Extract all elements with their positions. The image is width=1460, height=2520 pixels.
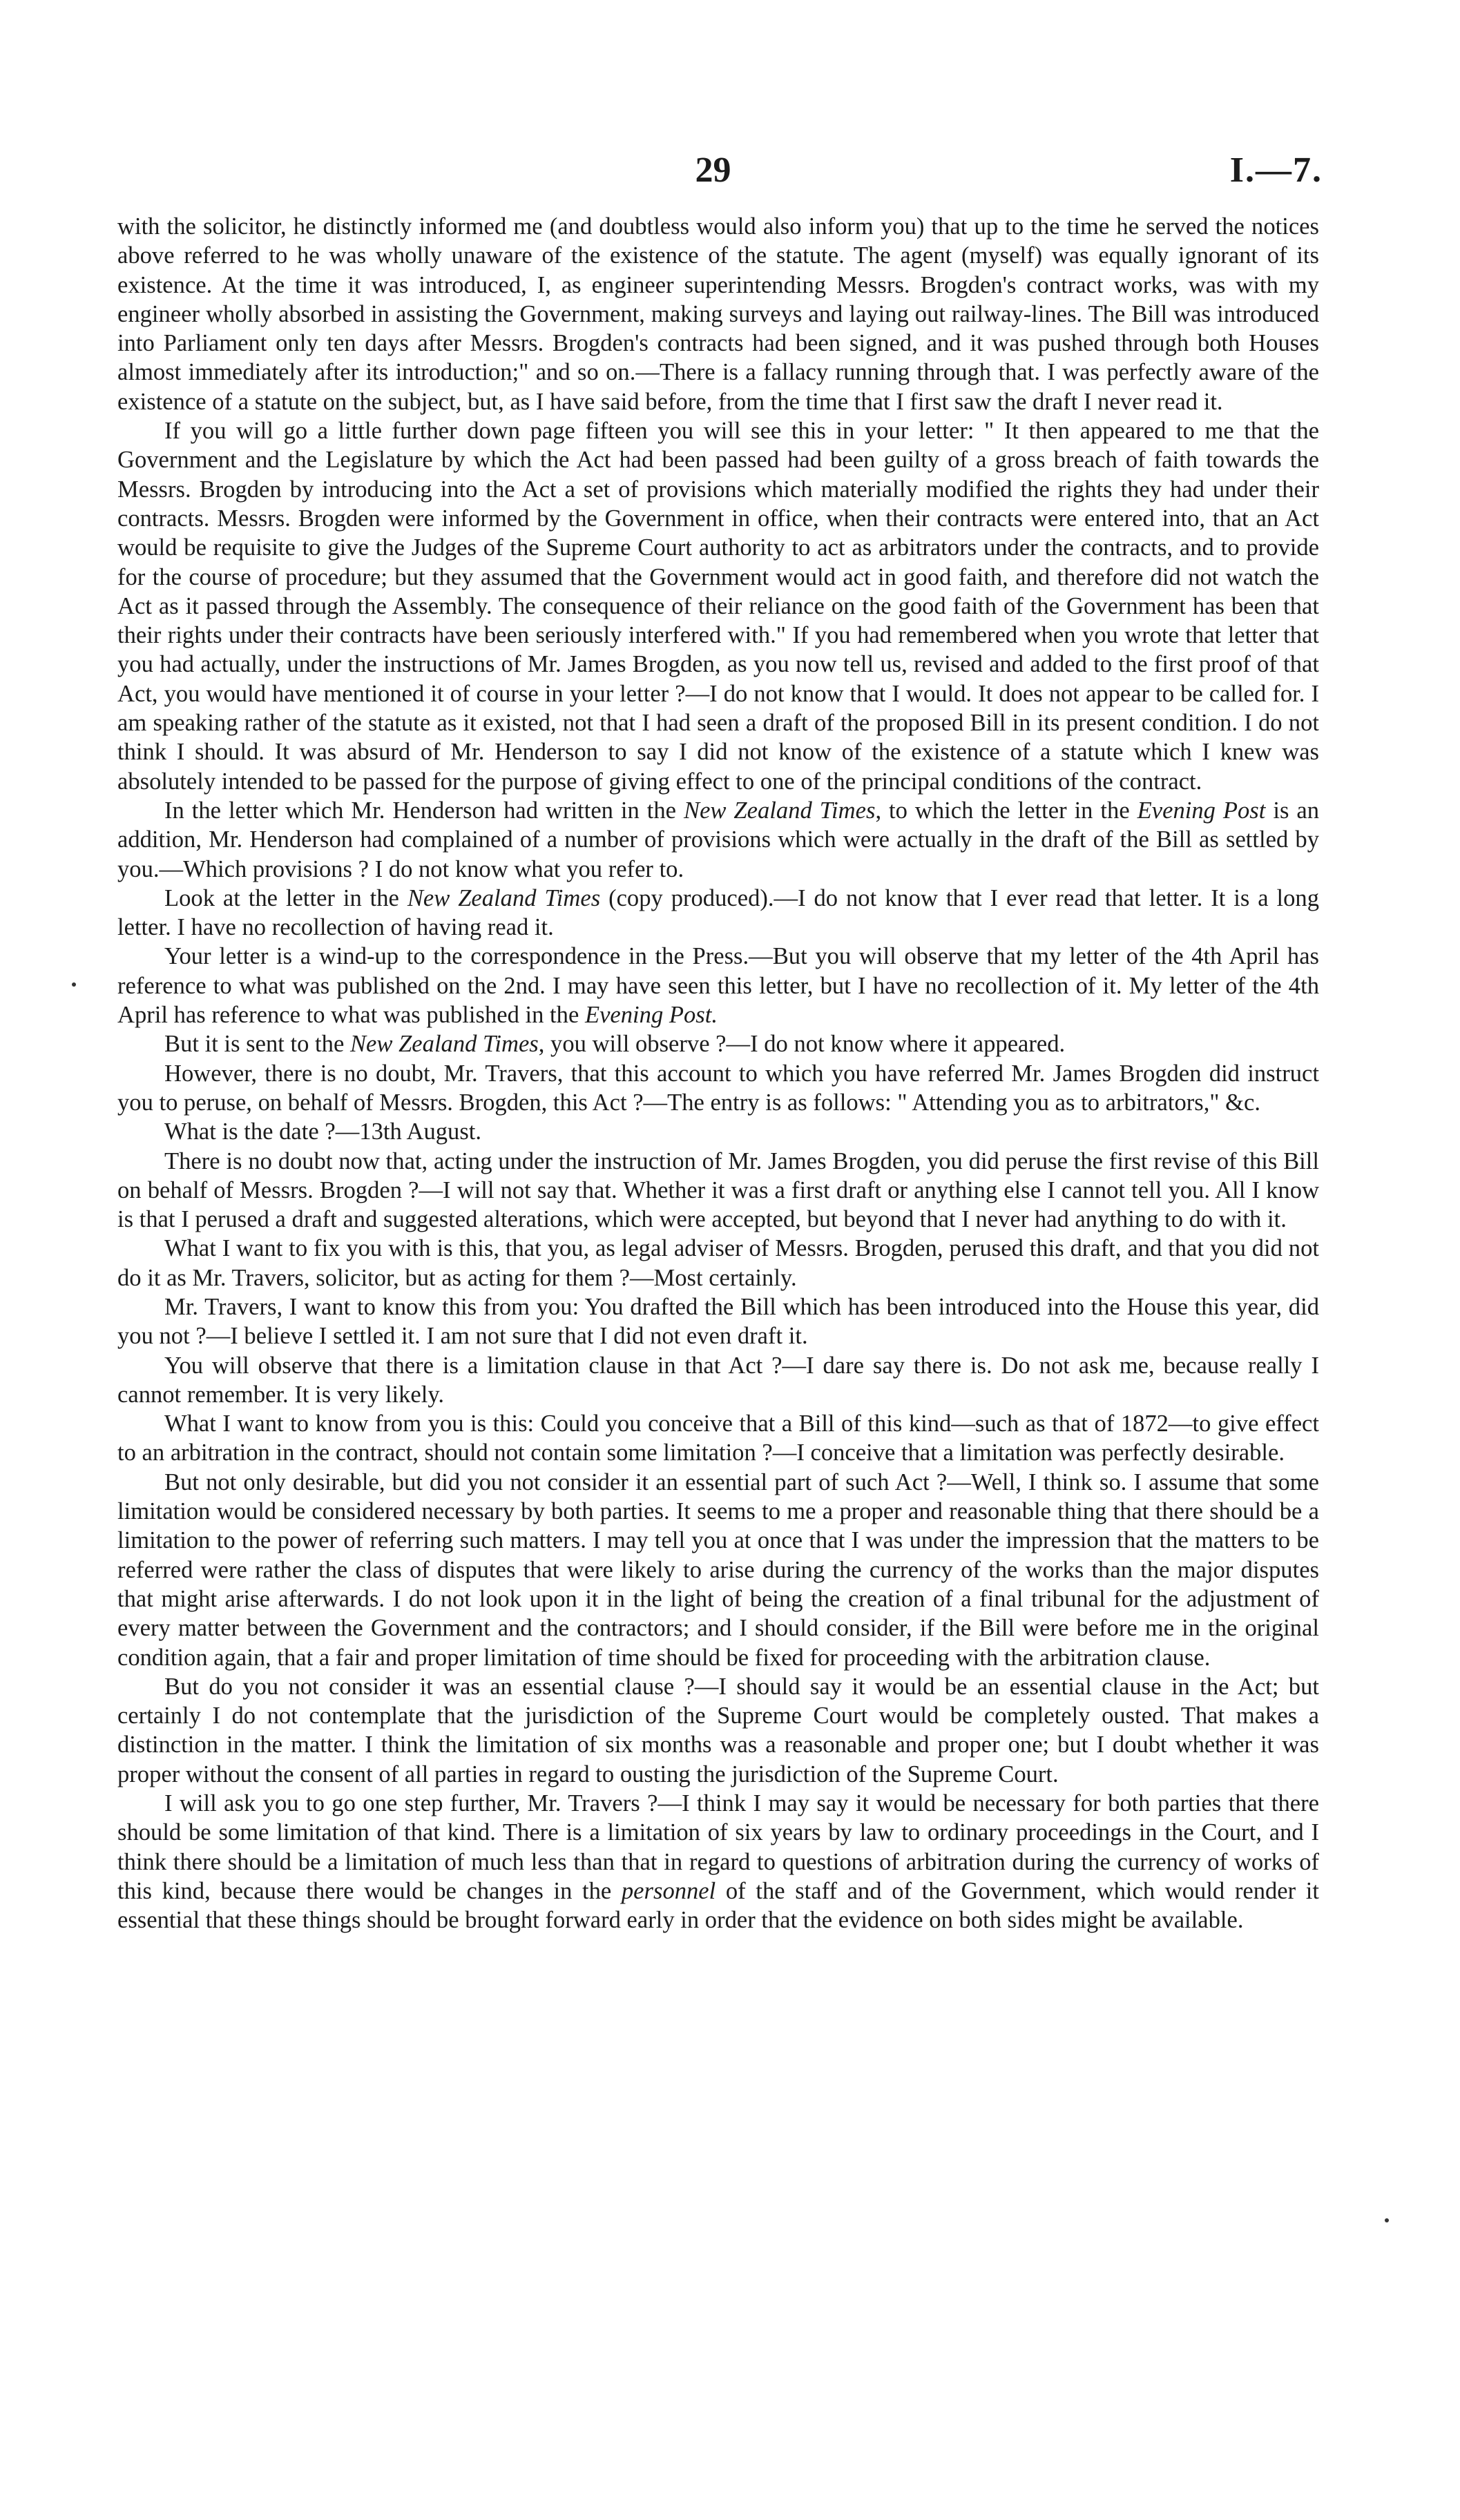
text-segment: There is no doubt now that, acting under the instruction of Mr. James Brogden, you did peruse the first revise of this Bill on behalf of Messrs. Brogden ?—I will not say that. Whether it was a first draft or anything else I cannot tell you. All I know is that I perused a draft and suggested alterations, which were accepted, but beyond that I never had anything to do with it.: [117, 1147, 1319, 1233]
paragraph: [117, 1789, 1319, 1935]
paragraph: [117, 1292, 1319, 1351]
document-reference: I.—7.: [1229, 151, 1323, 190]
page-number: 29: [695, 151, 731, 190]
italic-text: New Zealand Times: [407, 884, 601, 911]
page-header: [104, 146, 1323, 195]
text-segment: Look at the letter in the: [164, 884, 407, 911]
text-segment: If you will go a little further down page fifteen you will see this in your letter: " It then appeared to me that the Government and the Legislature by which the Act had been passed had been guilty of a gross breach of faith towards the Messrs. Brogden by introducing into the Act a set of provisions which materially modified the rights they had under their contracts. Messrs. Brogden were informed by the Government in office, when their contracts were entered into, that an Act would be requisite to give the Judges of the Supreme Court authority to act as arbitrators under the contracts, and to provide for the course of procedure; but they assumed that the Government would act in good faith, and therefore did not watch the Act as it passed through the Assembly. The consequence of their reliance on the good faith of the Government has been that their rights under their contracts have been seriously interfered with." If you had remembered when you wrote that letter that you had actually, under the instructions of Mr. James Brogden, as you now tell us, revised and added to the first proof of that Act, you would have mentioned it of course in your letter ?—I do not know that I would. It does not appear to be called for. I am speaking rather of the statute as it existed, not that I had seen a draft of the proposed Bill in its present condition. I do not think I should. It was absurd of Mr. Henderson to say I did not know of the existence of a statute which I knew was absolutely intended to be passed for the purpose of giving effect to one of the principal conditions of the contract.: [117, 418, 1319, 795]
text-segment: However, there is no doubt, Mr. Travers, that this account to which you have referred Mr. James Brogden did instruct you to peruse, on behalf of Messrs. Brogden, this Act ?—The entry is as follows: " Attending you as to arbitrators," &c.: [117, 1060, 1319, 1116]
paragraph: [117, 1468, 1319, 1672]
text-segment: , to which the letter in the: [875, 797, 1137, 824]
text-segment: In the letter which Mr. Henderson had written in the: [164, 797, 684, 824]
paragraph: [117, 1117, 1319, 1146]
text-segment: But it is sent to the: [164, 1031, 350, 1058]
text-segment: , you will observe ?—I do not know where it appeared.: [538, 1031, 1066, 1058]
text-segment: What I want to fix you with is this, that you, as legal adviser of Messrs. Brogden, perused this draft, and that you did not do it as Mr. Travers, solicitor, but as acting for them ?—Most certainly.: [117, 1235, 1319, 1291]
text-segment: (copy produced).—I do not know that I ever read that letter. It is a long letter. I have no recollection of having read it.: [117, 884, 1319, 941]
paragraph: [117, 1672, 1319, 1789]
text-segment: Your letter is a wind-up to the correspondence in the Press.—But you will observe that my letter of the 4th April has reference to what was published on the 2nd. I may have seen this letter, but I have no recollection of it. My letter of the 4th April has reference to what was published in the: [117, 943, 1319, 1029]
italic-text: Evening Post.: [584, 1002, 718, 1029]
text-segment: You will observe that there is a limitation clause in that Act ?—I dare say there is. Do not ask me, because really I cannot remember. It is very likely.: [117, 1352, 1319, 1408]
paragraph: [117, 416, 1319, 796]
text-segment: Mr. Travers, I want to know this from you: You drafted the Bill which has been introduced into the House this year, did you not ?—I believe I settled it. I am not sure that I did not even draft it.: [117, 1293, 1319, 1350]
text-segment: But not only desirable, but did you not consider it an essential part of such Act ?—Well, I think so. I assume that some limitation would be considered necessary by both parties. It seems to me a proper and reasonable thing that there should be a limitation to the power of referring such matters. I may tell you at once that I was under the impression that the matters to be referred were rather the class of disputes that were likely to arise during the currency of the works than the major disputes that might arise afterwards. I do not look upon it in the light of being the creation of a final tribunal for the adjustment of every matter between the Government and the contractors; and I should consider, if the Bill were before me in the original condition again, that a fair and proper limitation of time should be fixed for proceeding with the arbitration clause.: [117, 1469, 1319, 1671]
text-segment: is an addition, Mr. Henderson had complained of a number of provisions which were actually in the draft of the Bill as settled by you.—Which provisions ? I do not know what you refer to.: [117, 797, 1319, 882]
italic-text: Evening Post: [1137, 797, 1266, 824]
paragraph: [117, 1234, 1319, 1292]
italic-text: New Zealand Times: [684, 797, 876, 824]
paragraph: [117, 796, 1319, 884]
italic-text: New Zealand Times: [349, 1031, 539, 1058]
body-text: [117, 212, 1319, 1935]
text-segment: I will ask you to go one step further, Mr. Travers ?—I think I may say it would be necessary for both parties that there should be some limitation of that kind. There is a limitation of six years by law to ordinary proceedings in the Court, and I think there should be a limitation of much less than that in regard to questions of arbitration during the currency of works of this kind, because there would be changes in the: [117, 1790, 1319, 1904]
paragraph: [117, 1029, 1319, 1058]
margin-mark: [1385, 2218, 1389, 2222]
margin-mark: [72, 982, 76, 987]
paragraph: [117, 884, 1319, 942]
paragraph: [117, 1351, 1319, 1410]
paragraph: [117, 1059, 1319, 1118]
paragraph: [117, 942, 1319, 1029]
text-segment: with the solicitor, he distinctly informed me (and doubtless would also inform you) that up to the time he served the notices above referred to he was wholly unaware of the existence of the statute. The agent (myself) was equally ignorant of its existence. At the time it was introduced, I, as engineer superintending Messrs. Brogden's contract works, was with my engineer wholly absorbed in assisting the Government, making surveys and laying out railway-lines. The Bill was introduced into Parliament only ten days after Messrs. Brogden's contracts had been signed, and it was pushed through both Houses almost immediately after its introduction;" and so on.—There is a fallacy running through that. I was perfectly aware of the existence of a statute on the subject, but, as I have said before, from the time that I first saw the draft I never read it.: [117, 213, 1319, 415]
italic-text: personnel: [621, 1877, 716, 1904]
text-segment: What I want to know from you is this: Could you conceive that a Bill of this kind—such as that of 1872—to give effect to an arbitration in the contract, should not contain some limitation ?—I conceive that a limitation was perfectly desirable.: [117, 1411, 1319, 1466]
text-segment: of the staff and of the Government, which would render it essential that these things should be brought forward early in order that the evidence on both sides might be available.: [117, 1877, 1319, 1934]
text-segment: But do you not consider it was an essential clause ?—I should say it would be an essential clause in the Act; but certainly I do not contemplate that the jurisdiction of the Supreme Court would be completely ousted. That makes a distinction in the matter. I think the limitation of six months was a reasonable and proper one; but I doubt whether it was proper without the consent of all parties in regard to ousting the jurisdiction of the Supreme Court.: [117, 1673, 1319, 1787]
paragraph: [117, 1409, 1319, 1468]
text-segment: What is the date ?—13th August.: [164, 1118, 482, 1145]
paragraph: [117, 1147, 1319, 1234]
paragraph: [117, 212, 1319, 416]
